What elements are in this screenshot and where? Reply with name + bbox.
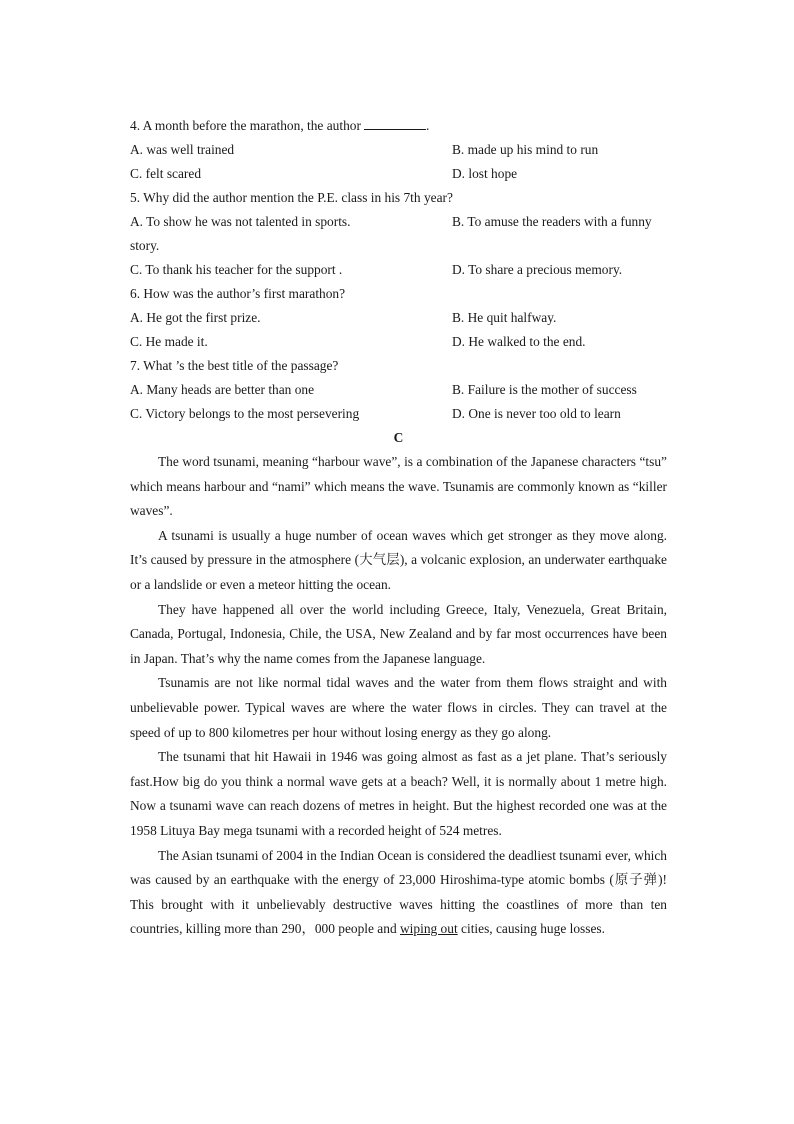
answer-blank: [364, 115, 426, 130]
question-5-options-row: [130, 210, 667, 234]
passage-paragraph-5: The tsunami that hit Hawaii in 1946 was going almost as fast as a jet plane. That’s seriously fast.How big do you think a normal wave gets at a beach? Well, it is normally about 1 metre high. Now a tsunami wave can reach dozens of metres in height. But the highest recorded one was at the 1958 Lituya Bay mega tsunami with a recorded height of 524 metres.: [130, 749, 667, 838]
passage-paragraph-6: [130, 844, 667, 942]
question-7-option-a: A. Many heads are better than one: [130, 382, 315, 397]
question-4-option-d: D. lost hope: [452, 166, 518, 181]
passage-paragraph-4: Tsunamis are not like normal tidal waves and the water from them flows straight and with unbelievable power. Typical waves are where the water flows in circles. They can travel at the speed of up to 800 kilometres per hour without losing energy as they go along.: [130, 675, 667, 740]
question-6-option-b: B. He quit halfway.: [452, 310, 557, 325]
question-6-options-row: [130, 330, 667, 354]
question-4-options-row: [130, 162, 667, 186]
question-4-stem: [130, 114, 667, 138]
question-6-options-row: [130, 306, 667, 330]
passage-paragraph-1: The word tsunami, meaning “harbour wave”, is a combination of the Japanese characters “tsu” which means harbour and “nami” which means the wave. Tsunamis are commonly known as “killer waves”.: [130, 454, 667, 519]
question-4-option-b: B. made up his mind to run: [452, 142, 599, 157]
question-7-option-c: C. Victory belongs to the most persevering: [130, 406, 360, 421]
question-5-option-a: A. To show he was not talented in sports.: [130, 214, 351, 229]
question-7-option-b: B. Failure is the mother of success: [452, 382, 637, 397]
question-5-option-c: C. To thank his teacher for the support .: [130, 262, 343, 277]
question-5-option-b: B. To amuse the readers with a funny: [452, 214, 652, 229]
question-7-option-d: D. One is never too old to learn: [452, 406, 621, 421]
passage-heading: C: [393, 430, 404, 445]
question-4-stem-text: 4. A month before the marathon, the author: [130, 118, 361, 133]
question-6-option-d: D. He walked to the end.: [452, 334, 586, 349]
paragraph-6-text-end: cities, causing huge losses.: [461, 921, 605, 937]
paragraph-6-text-start: The Asian tsunami of 2004 in the Indian Ocean is considered the deadliest tsunami ever, which was caused by an earthquake with the energy of 23,000 Hiroshima-type atomic bombs (原子弹)! This brought with it unbelievably destructive waves hitting the coastlines of more than ten countries, killing more than 290，000 people and: [130, 847, 667, 937]
question-4-option-a: A. was well trained: [130, 142, 235, 157]
passage-paragraph-2: A tsunami is usually a huge number of ocean waves which get stronger as they move along. It’s caused by pressure in the atmosphere (大气层), a volcanic explosion, an underwater earthquake or a landslide or even a meteor hitting the ocean.: [130, 527, 667, 592]
question-5-option-d: D. To share a precious memory.: [452, 262, 623, 277]
question-6-stem: 6. How was the author’s first marathon?: [130, 286, 346, 301]
question-4-options-row: [130, 138, 667, 162]
question-5-option-b-continuation: story.: [130, 238, 160, 253]
question-7-stem: 7. What ’s the best title of the passage?: [130, 358, 339, 373]
exam-page: [130, 114, 667, 942]
question-5-stem: 5. Why did the author mention the P.E. class in his 7th year?: [130, 190, 453, 205]
question-4-stem-end: .: [425, 118, 430, 133]
question-5-options-row: [130, 258, 667, 282]
question-6-option-a: A. He got the first prize.: [130, 310, 261, 325]
passage-paragraph-3: They have happened all over the world including Greece, Italy, Venezuela, Great Britain, Canada, Portugal, Indonesia, Chile, the USA, New Zealand and by far most occurrences have been in Japan. That’s why the name comes from the Japanese language.: [130, 601, 667, 666]
question-7-options-row: [130, 378, 667, 402]
question-7-options-row: [130, 402, 667, 426]
question-4-option-c: C. felt scared: [130, 166, 202, 181]
question-6-option-c: C. He made it.: [130, 334, 208, 349]
underlined-phrase: wiping out: [400, 921, 458, 937]
